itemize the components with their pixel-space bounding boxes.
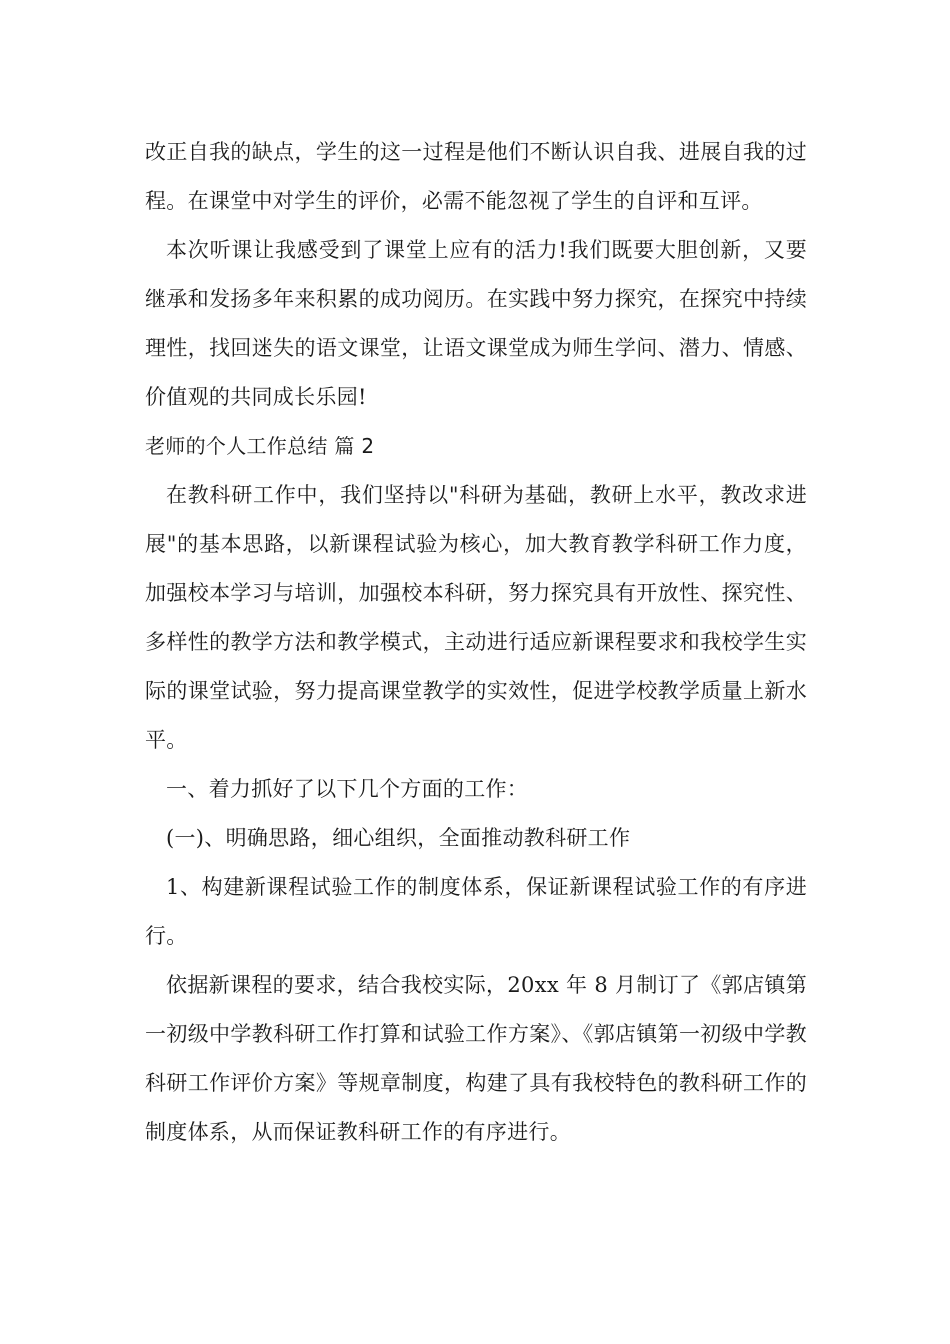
paragraph-item-1-detail: 依据新课程的要求，结合我校实际，20xx 年 8 月制订了《郭店镇第一初级中学教科研工作打算和试验工作方案》、《郭店镇第一初级中学教科研工作评价方案》等规章制度，构建了具有我校特色的教科研工作的制度体系，从而保证教科研工作的有序进行。 [145,973,807,1144]
paragraph-continuation: 改正自我的缺点，学生的这一过程是他们不断认识自我、进展自我的过程。在课堂中对学生的评价，必需不能忽视了学生的自评和互评。 [145,140,807,213]
document-body [145,128,807,1157]
paragraph-list-heading: 一、着力抓好了以下几个方面的工作： [166,777,529,801]
section-heading: 老师的个人工作总结 篇 2 [145,434,375,458]
paragraph-item-1: 1、构建新课程试验工作的制度体系，保证新课程试验工作的有序进行。 [145,875,807,948]
paragraph-reflection: 本次听课让我感受到了课堂上应有的活力!我们既要大胆创新，又要继承和发扬多年来积累的成功阅历。在实践中努力探究，在探究中持续理性，找回迷失的语文课堂，让语文课堂成为师生学问、潜力、情感、价值观的共同成长乐园! [145,238,807,409]
paragraph-subheading: (一)、明确思路，细心组织，全面推动教科研工作 [166,826,631,850]
paragraph-research-overview: 在教科研工作中，我们坚持以"科研为基础，教研上水平，教改求进展"的基本思路，以新课程试验为核心，加大教育教学科研工作力度，加强校本学习与培训，加强校本科研，努力探究具有开放性、探究性、多样性的教学方法和教学模式，主动进行适应新课程要求和我校学生实际的课堂试验，努力提高课堂教学的实效性，促进学校教学质量上新水平。 [145,483,807,752]
